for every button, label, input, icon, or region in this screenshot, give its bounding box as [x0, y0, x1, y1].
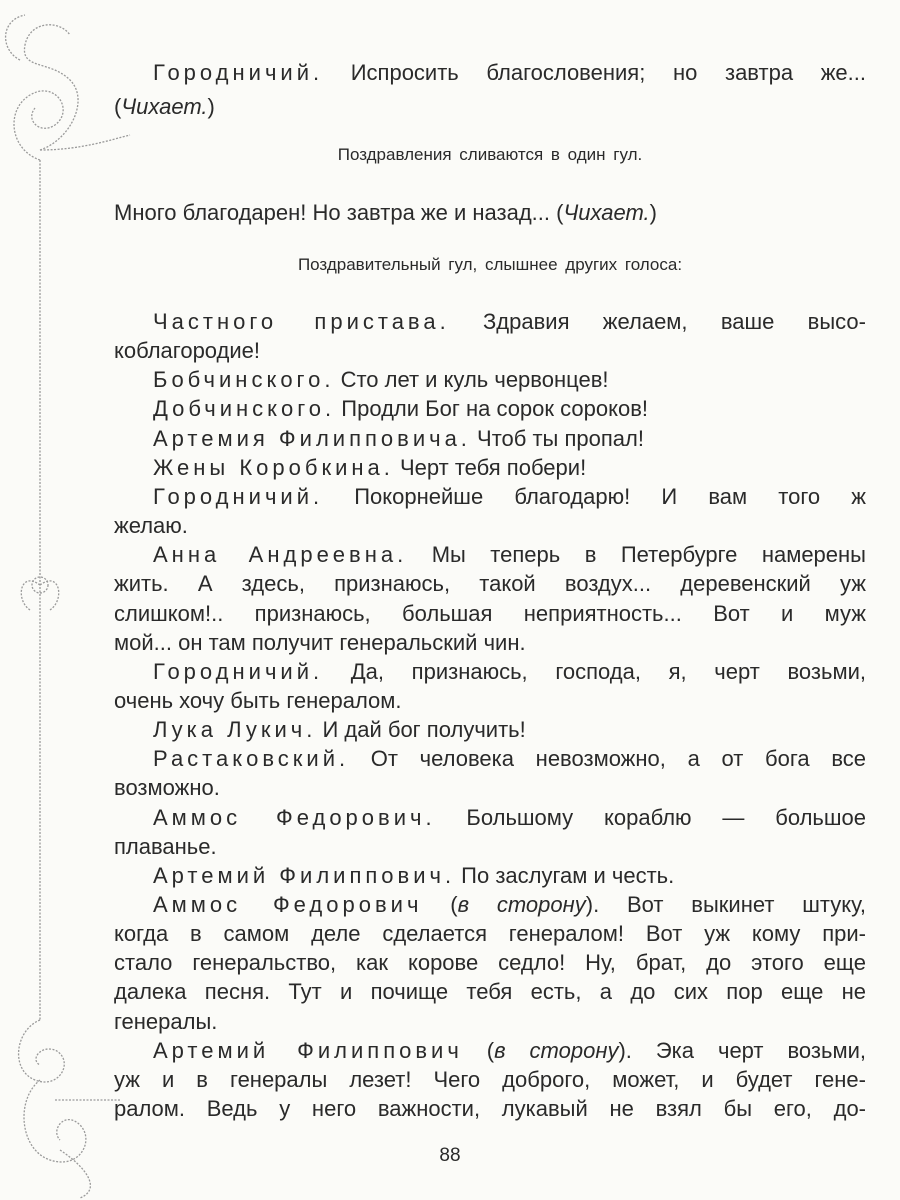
line-text: Продли Бог на сорок сороков!	[335, 396, 649, 422]
line-text: когда в самом деле сделается генералом! Вот уж кому при-	[114, 921, 866, 947]
page-number: 88	[439, 1145, 461, 1166]
speaker-name: Жены Коробкина.	[153, 454, 394, 480]
line-text: Черт тебя побери!	[393, 454, 587, 480]
speaker-name: Аммос Федорович.	[153, 804, 436, 830]
line-text: плаванье.	[114, 833, 217, 859]
speaker-name: Городничий.	[153, 60, 324, 85]
text-line	[153, 58, 866, 87]
line-text: генералы.	[114, 1008, 218, 1034]
line-text: И дай бог получить!	[316, 717, 526, 743]
speaker-name: Добчинского.	[153, 396, 336, 422]
speaker-name: Артемий Филиппович.	[153, 862, 456, 888]
speaker-name: Растаковский.	[153, 746, 350, 772]
line-text: Здравия желаем, ваше высо-	[449, 309, 866, 334]
stage-remark: Чихает.	[563, 200, 650, 225]
text-line	[114, 92, 866, 121]
text-line	[114, 599, 866, 628]
text-line	[114, 832, 866, 861]
stage-direction: Поздравительный гул, слышнее других голоса:	[297, 255, 683, 274]
text-line	[153, 307, 866, 336]
line-text: )	[207, 94, 215, 119]
speaker-name: Городничий.	[153, 658, 324, 684]
text-line	[114, 919, 866, 948]
line-text: уж и в генералы лезет! Чего доброго, может, и будет гене-	[114, 1066, 866, 1092]
line-text: По заслугам и честь.	[455, 862, 675, 888]
line-text: далека песня. Тут и почище тебя есть, а до сих пор еще не	[114, 979, 866, 1005]
text-line	[153, 803, 866, 832]
text-line	[153, 424, 866, 453]
line-text: )	[649, 200, 657, 225]
line-text: (	[114, 94, 122, 119]
text-line	[153, 365, 866, 394]
text-line	[153, 453, 866, 482]
line-text: (	[462, 1037, 495, 1063]
speaker-name: Артемия Филипповича.	[153, 425, 471, 451]
line-text: ралом. Ведь у него важности, лукавый не взял бы его, до-	[114, 1096, 866, 1122]
line-text: Покорнейше благодарю! И вам того ж	[323, 483, 866, 509]
line-text: слишком!.. признаюсь, большая неприятность... Вот и муж	[114, 600, 866, 626]
text-line	[114, 1094, 866, 1123]
text-line	[153, 657, 866, 686]
line-text: От человека невозможно, а от бога все	[349, 746, 866, 772]
line-text: Много благодарен! Но завтра же и назад... (	[114, 200, 564, 225]
text-line	[153, 482, 866, 511]
text-line	[114, 628, 866, 657]
line-text: Сто лет и куль червонцев!	[334, 367, 609, 393]
stage-remark: в сторону	[494, 1037, 619, 1063]
text-line	[114, 1007, 866, 1036]
speaker-name: Бобчинского.	[153, 367, 335, 393]
line-text: Большому кораблю — большое	[435, 804, 866, 830]
text-line	[153, 744, 866, 773]
line-text: возможно.	[114, 775, 220, 801]
text-line	[114, 511, 866, 540]
stage-direction: Поздравления сливаются в один гул.	[337, 145, 643, 164]
text-line	[114, 198, 866, 227]
text-line	[114, 1065, 866, 1094]
stage-remark: Чихает.	[121, 94, 208, 119]
speaker-name: Городничий.	[153, 483, 324, 509]
text-line	[153, 1036, 866, 1065]
text-line	[153, 715, 866, 744]
speaker-name: Частного пристава.	[153, 309, 450, 334]
text-line	[114, 686, 866, 715]
text-line	[114, 773, 866, 802]
speaker-name: Лука Лукич.	[153, 717, 317, 743]
line-text: очень хочу быть генералом.	[114, 687, 402, 713]
speaker-name: Артемий Филиппович	[153, 1037, 463, 1063]
stage-remark: в сторону	[457, 892, 586, 917]
line-text: стало генеральство, как корове седло! Ну, брат, до этого еще	[114, 950, 866, 976]
text-line	[114, 977, 866, 1006]
text-line	[114, 948, 866, 977]
line-text: ). Вот выкинет штуку,	[585, 892, 866, 917]
text-line	[153, 394, 866, 423]
line-text: коблагородие!	[114, 338, 261, 364]
line-text: жить. А здесь, признаюсь, такой воздух... деревенский уж	[114, 571, 866, 597]
speaker-name: Аммос Федорович	[153, 892, 423, 917]
text-line	[153, 540, 866, 569]
line-text: Чтоб ты пропал!	[470, 425, 644, 451]
line-text: ). Эка черт возьми,	[618, 1037, 866, 1063]
line-text: мой... он там получит генеральский чин.	[114, 629, 526, 655]
speaker-name: Анна Андреевна.	[153, 542, 408, 568]
line-text: (	[422, 892, 458, 917]
text-line	[114, 569, 866, 598]
text-line	[114, 336, 866, 365]
line-text: Мы теперь в Петербурге намерены	[407, 542, 866, 568]
line-text: желаю.	[114, 513, 188, 539]
line-text: Испросить благословения; но завтра же...	[323, 60, 866, 85]
text-line	[153, 861, 866, 890]
line-text: Да, признаюсь, господа, я, черт возьми,	[323, 658, 866, 684]
text-line	[153, 890, 866, 919]
